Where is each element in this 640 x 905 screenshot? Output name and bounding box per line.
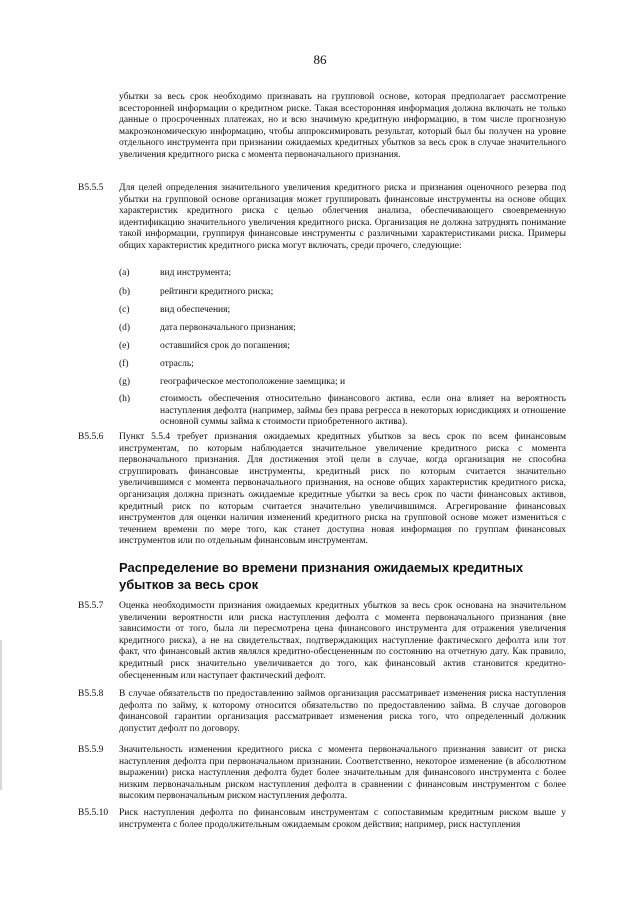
paragraph-b5-5-9 bbox=[78, 745, 566, 803]
list-item-label: (f) bbox=[119, 359, 129, 369]
list-item-text: вид обеспечения; bbox=[160, 305, 231, 315]
paragraph-number: B5.5.7 bbox=[78, 601, 104, 611]
list-item-text: отрасль; bbox=[160, 359, 194, 369]
paragraph-text: Риск наступления дефолта по финансовым инструментам с сопоставимым кредитным риском выше у инструмента с более продолжительным ожидаемым сроком действия; например, риск наступления bbox=[119, 808, 566, 830]
list-item-text: географическое местоположение заемщика; и bbox=[160, 377, 346, 387]
list-item-label: (a) bbox=[119, 268, 130, 278]
paragraph-number: B5.5.10 bbox=[78, 808, 109, 818]
list-item-d bbox=[119, 323, 566, 335]
list-item-label: (g) bbox=[119, 377, 131, 387]
paragraph-b5-5-7 bbox=[78, 601, 566, 682]
paragraph-number: B5.5.5 bbox=[78, 183, 104, 193]
list-item-label: (b) bbox=[119, 287, 131, 297]
paragraph-b5-5-6 bbox=[78, 432, 566, 548]
list-item-g bbox=[119, 377, 566, 389]
paragraph-number: B5.5.9 bbox=[78, 745, 104, 755]
paragraph-b5-5-10 bbox=[78, 808, 566, 831]
paragraph-text: Пункт 5.5.4 требует признания ожидаемых кредитных убытков за весь срок по всем финансовым инструментам, по которым наблюдается значительное увеличение кредитного риска с момента первоначального признания. Для достижения этой цели в случае, когда организация не способна сгруппировать финансовые инструменты, кредитный риск по которым считается значительно увеличившимся с момента первоначального признания, на основе общих характеристик кредитного риска, организация должна признать ожидаемые кредитные убытки за весь срок по части финансовых активов, кредитный риск по которым считается значительно увеличившимся. Агрегирование финансовых инструментов для оценки наличия изменений кредитного риска на групповой основе может измениться с течением времени по мере того, как станет доступна новая информация по группам финансовых инструментов или по отдельным финансовым инструментам. bbox=[119, 432, 566, 547]
list-item-text: вид инструмента; bbox=[160, 268, 232, 278]
list-item-h bbox=[119, 394, 566, 429]
list-item-text: дата первоначального признания; bbox=[160, 323, 296, 333]
page-number: 86 bbox=[313, 52, 327, 67]
paragraph-text: Оценка необходимости признания ожидаемых кредитных убытков за весь срок основана на значительном увеличении вероятности или риска наступления дефолта с момента первоначального признания (вне зависимости от того, была ли пересмотрена цена финансового инструмента для отражения увеличения кредитного риска), а не на свидетельствах, подтверждающих наступление фактического дефолта или тот факт, что финансовый актив являлся кредитно-обесцененным по состоянию на отчетную дату. Как правило, кредитный риск значительно увеличивается до того, как финансовый актив становится кредитно-обесцененным или наступает фактический дефолт. bbox=[119, 601, 566, 681]
scan-edge-mark bbox=[0, 640, 2, 790]
paragraph-text: Для целей определения значительного увеличения кредитного риска и признания оценочного резерва под убытки на групповой основе организация может группировать финансовые инструменты на основе общих характеристик кредитного риска с целью облегчения анализа, обеспечивающего своевременную идентификацию значительного увеличения кредитного риска. Организация не должна затруднять понимание такой информации, группируя финансовые инструменты с различными характеристиками риска. Примеры общих характеристик кредитного риска могут включать, среди прочего, следующие: bbox=[119, 183, 566, 251]
list-item-f bbox=[119, 359, 566, 371]
list-item-text: рейтинги кредитного риска; bbox=[160, 287, 274, 297]
list-item-label: (d) bbox=[119, 323, 131, 333]
list-item-c bbox=[119, 305, 566, 317]
paragraph-number: B5.5.6 bbox=[78, 432, 104, 442]
paragraph-number: B5.5.8 bbox=[78, 689, 104, 699]
paragraph-b5-5-5 bbox=[78, 183, 566, 253]
list-item-label: (h) bbox=[119, 394, 131, 404]
section-heading: Распределение во времени признания ожидаемых кредитных убытков за весь срок bbox=[119, 560, 524, 592]
list-item-a bbox=[119, 268, 566, 280]
paragraph-text: Значительность изменения кредитного риска с момента первоначального признания зависит от риска наступления дефолта при первоначальном признании. Соответственно, некоторое изменение (в абсолютном выражении) риска наступления дефолта будет более значительным для финансового инструмента с более низким первоначальным риском наступления дефолта в сравнении с финансовым инструментом с более высоким первоначальным риском наступления дефолта. bbox=[119, 745, 566, 802]
list-item-text: оставшийся срок до погашения; bbox=[160, 341, 290, 351]
list-item-b bbox=[119, 287, 566, 299]
list-item-text: стоимость обеспечения относительно финансового актива, если она влияет на вероятность наступления дефолта (например, займы без права регресса в некоторых юрисдикциях и отношение основной суммы займа к стоимости приобретенного актива). bbox=[160, 394, 566, 428]
paragraph-text: В случае обязательств по предоставлению займов организация рассматривает изменения риска наступления дефолта по займу, к которому относится обязательство по предоставлению займа. В случае договоров финансовой гарантии организация рассматривает изменения риска того, что определенный должник допустит дефолт по договору. bbox=[119, 689, 566, 734]
intro-paragraph: убытки за весь срок необходимо признавать на групповой основе, которая предполагает рассмотрение всесторонней информации о кредитном риске. Такая всесторонняя информация должна включать не только данные о просроченных платежах, но и всю значимую кредитную информацию, в том числе прогнозную макроэкономическую информацию, чтобы аппроксимировать результат, который был бы получен на уровне отдельного инструмента при признании ожидаемых кредитных убытков за весь срок в случае значительного увеличения кредитного риска с момента первоначального признания. bbox=[119, 92, 566, 160]
list-item-e bbox=[119, 341, 566, 353]
list-item-label: (c) bbox=[119, 305, 130, 315]
list-item-label: (e) bbox=[119, 341, 130, 351]
paragraph-b5-5-8 bbox=[78, 689, 566, 735]
